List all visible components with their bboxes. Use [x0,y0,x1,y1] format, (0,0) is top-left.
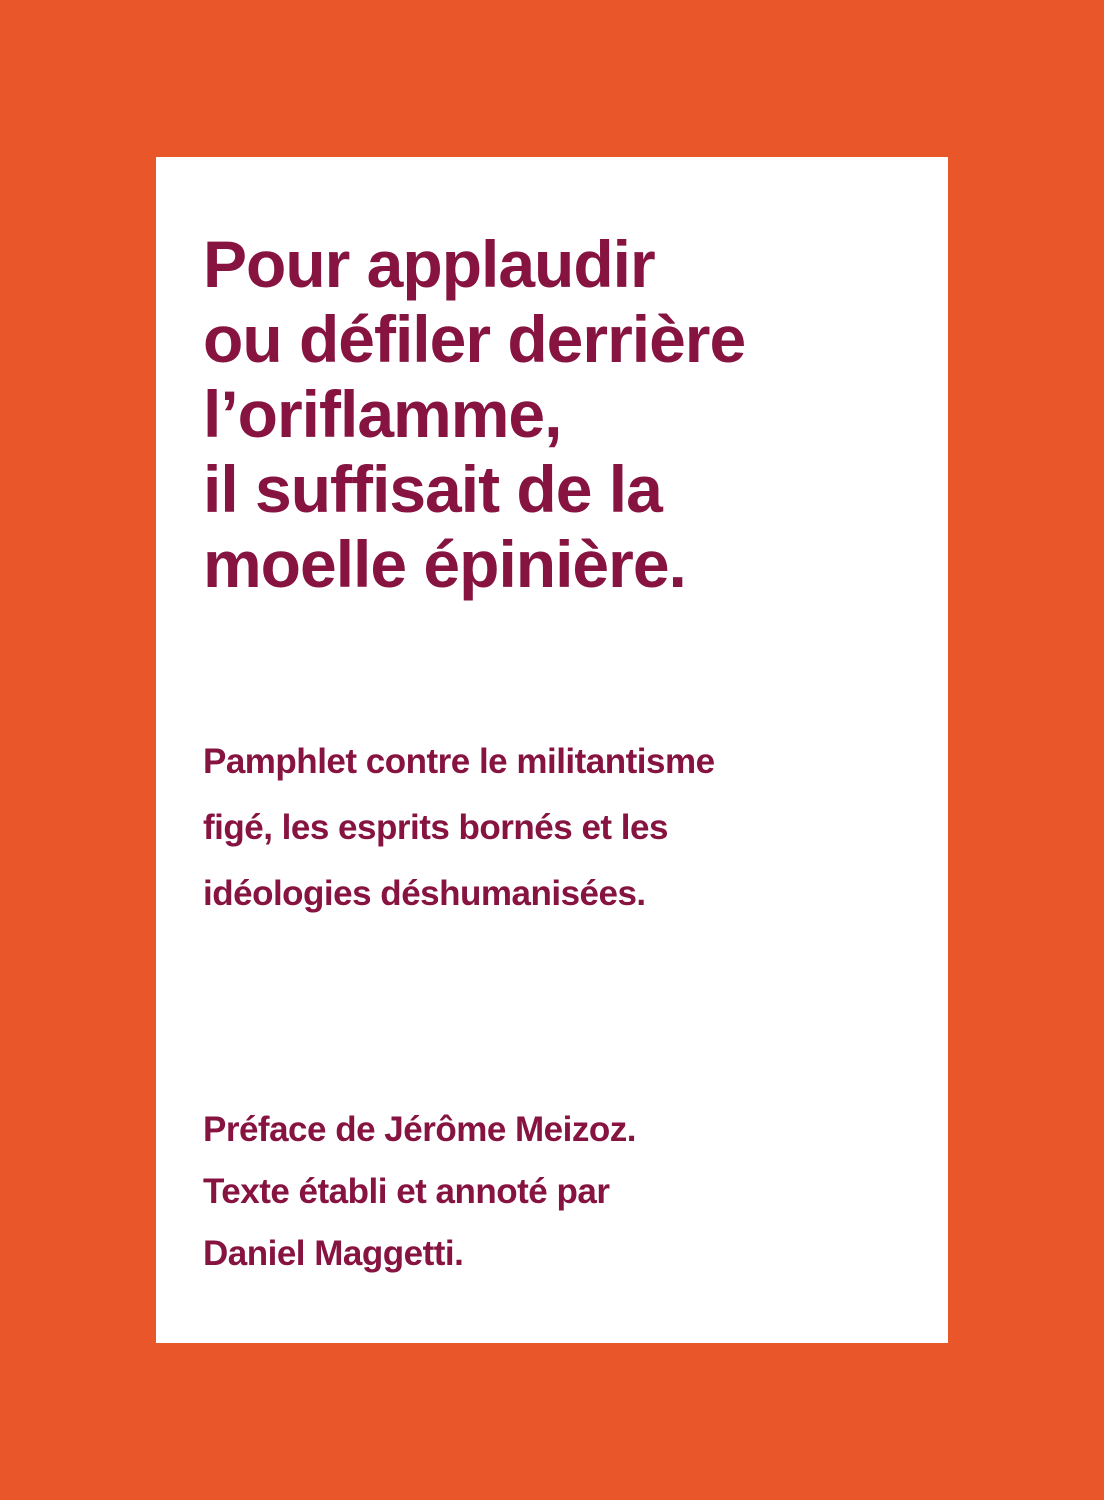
headline-line: moelle épinière. [203,527,686,601]
headline-line: ou défiler derrière [203,302,746,376]
book-description [203,729,923,927]
headline-line: l’oriflamme, [203,377,562,451]
description-line: figé, les esprits bornés et les [203,808,668,847]
description-line: idéologies déshumanisées. [203,874,646,913]
credits-line: Préface de Jérôme Meizoz. [203,1110,636,1149]
editorial-credits [203,1099,923,1285]
back-cover-card [156,157,948,1343]
headline-line: il suffisait de la [203,452,662,526]
headline-line: Pour applaudir [203,227,655,301]
credits-line: Daniel Maggetti. [203,1234,464,1273]
credits-line: Texte établi et annoté par [203,1172,610,1211]
headline-quote [203,227,923,602]
description-line: Pamphlet contre le militantisme [203,742,715,781]
